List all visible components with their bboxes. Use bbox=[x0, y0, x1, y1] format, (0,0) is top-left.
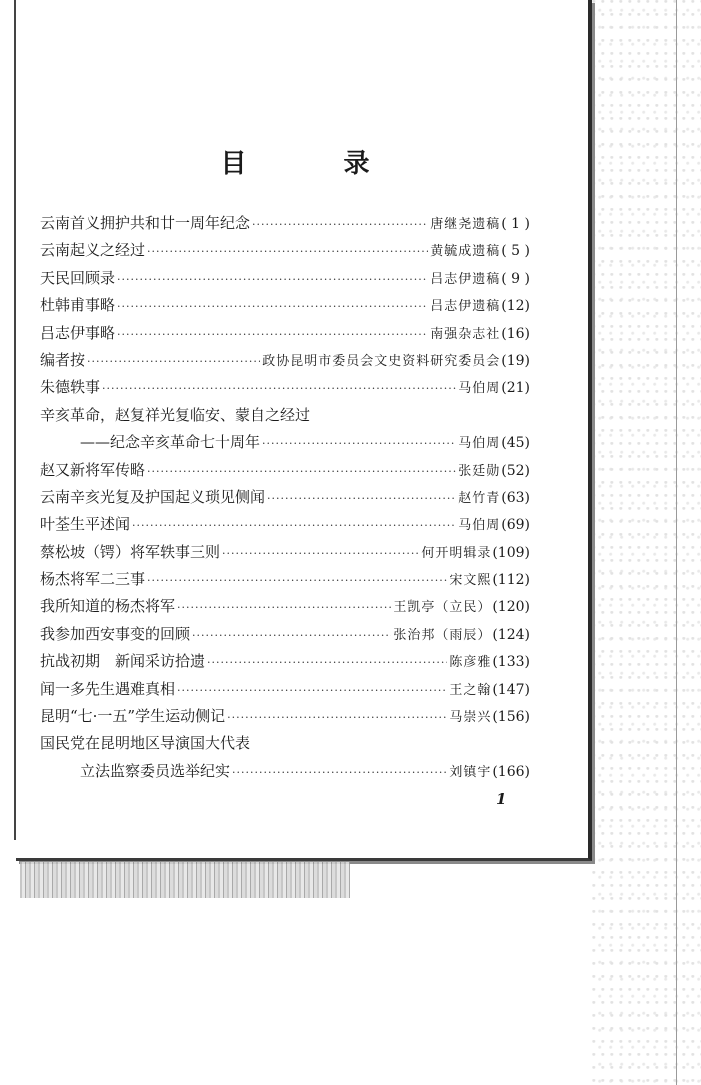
toc-entry[interactable] bbox=[40, 484, 530, 511]
toc-entry-page: (109) bbox=[492, 544, 530, 561]
toc-entry-page: (166) bbox=[492, 763, 530, 780]
toc-leader-dots bbox=[117, 322, 428, 348]
toc-entry-title: 我参加西安事变的回顾 bbox=[40, 624, 191, 643]
page-number: 1 bbox=[496, 790, 507, 808]
toc-entry[interactable] bbox=[40, 566, 530, 593]
toc-entry-page: ( 5 ) bbox=[501, 243, 530, 260]
toc-entry[interactable] bbox=[40, 265, 530, 292]
page-title: 目 录 bbox=[220, 149, 414, 179]
toc-entry[interactable] bbox=[40, 237, 530, 264]
toc-entry-title: 天民回顾录 bbox=[40, 268, 116, 287]
toc-leader-dots bbox=[207, 650, 447, 676]
toc-entry-page: (21) bbox=[501, 380, 530, 397]
toc-entry-author: 吕志伊遗稿 bbox=[430, 299, 501, 315]
toc-entry[interactable] bbox=[40, 210, 530, 237]
toc-entry[interactable] bbox=[40, 539, 530, 566]
toc-entry-title: 杨杰将军二三事 bbox=[40, 570, 146, 589]
toc-entry-title: 云南首义拥护共和廿一周年纪念 bbox=[40, 214, 251, 232]
toc-leader-dots bbox=[262, 431, 456, 457]
toc-entry-page: (120) bbox=[492, 599, 530, 616]
toc-entry-title: 朱德轶事 bbox=[40, 378, 101, 397]
toc-entry-page: (133) bbox=[492, 654, 530, 671]
toc-entry-heading[interactable] bbox=[40, 730, 530, 757]
toc-entry-page: (147) bbox=[492, 681, 530, 698]
toc-entry-author: 张廷勋 bbox=[458, 463, 501, 479]
toc-entry-author: 吕志伊遗稿 bbox=[430, 271, 501, 287]
toc-entry-author: 王凯亭（立民） bbox=[393, 600, 492, 616]
toc-entry-title: 云南辛亥光复及护国起义琐见侧闻 bbox=[40, 487, 266, 506]
toc-entry-author: 宋文熙 bbox=[449, 573, 492, 589]
scan-noise bbox=[592, 0, 701, 1085]
toc-entry-subtitle: 立法监察委员选举纪实 bbox=[80, 761, 231, 780]
toc-entry[interactable] bbox=[40, 292, 530, 319]
toc-entry-page: ( 9 ) bbox=[501, 270, 530, 287]
toc-entry[interactable] bbox=[40, 347, 530, 374]
toc-entry-author: 唐继尧遗稿 bbox=[430, 217, 501, 232]
scan-edge-line bbox=[676, 0, 677, 1085]
toc-entry-page: (12) bbox=[501, 298, 530, 315]
toc-entry-page: (63) bbox=[501, 489, 530, 506]
toc-entry-title: 国民党在昆明地区导演国大代表 bbox=[40, 734, 251, 753]
toc-entry-title: 叶荃生平述闻 bbox=[40, 515, 131, 534]
toc-entry-page: (124) bbox=[492, 626, 530, 643]
toc-entry-author: 马伯周 bbox=[458, 518, 501, 534]
toc-leader-dots bbox=[192, 623, 391, 649]
toc-leader-dots bbox=[232, 760, 447, 786]
toc-entry-title: 蔡松坡（锷）将军轶事三则 bbox=[40, 542, 221, 561]
toc-entry[interactable] bbox=[40, 703, 530, 730]
toc-entry-page: (19) bbox=[501, 352, 530, 369]
toc-entry-page: (112) bbox=[492, 572, 530, 589]
toc-entry-title: 抗战初期 新闻采访拾遗 bbox=[40, 652, 206, 671]
toc-entry-author: 黄毓成遗稿 bbox=[430, 244, 501, 260]
toc-leader-dots bbox=[117, 267, 428, 293]
toc-entry-heading[interactable] bbox=[40, 402, 530, 429]
toc-entry-author: 马伯周 bbox=[458, 381, 501, 397]
toc-entry-page: (45) bbox=[501, 435, 530, 452]
toc-leader-dots bbox=[267, 486, 456, 512]
toc-leader-dots bbox=[147, 459, 456, 485]
toc-entry-author: 南强杂志社 bbox=[430, 326, 501, 342]
toc-entry-title: 昆明“七·一五”学生运动侧记 bbox=[40, 707, 226, 726]
toc-leader-dots bbox=[132, 513, 456, 539]
toc-entry-title: 我所知道的杨杰将军 bbox=[40, 597, 176, 616]
toc-leader-dots bbox=[252, 212, 428, 238]
toc-leader-dots bbox=[177, 595, 391, 621]
toc-entry[interactable] bbox=[40, 429, 530, 456]
toc-entry-author: 政协昆明市委员会文史资料研究委员会 bbox=[262, 353, 501, 369]
toc-entry[interactable] bbox=[40, 676, 530, 703]
toc-entry[interactable] bbox=[40, 374, 530, 401]
toc-leader-dots bbox=[147, 568, 447, 594]
toc-entry-page: (52) bbox=[501, 462, 530, 479]
toc-leader-dots bbox=[177, 678, 447, 704]
toc-entry[interactable] bbox=[40, 457, 530, 484]
toc-entry-page: ( 1 ) bbox=[501, 216, 530, 232]
toc-entry-subtitle: ——纪念辛亥革命七十周年 bbox=[80, 433, 261, 452]
toc-entry-author: 陈彦雅 bbox=[449, 655, 492, 671]
toc-entry-author: 何开明辑录 bbox=[421, 545, 492, 561]
toc-entry-title: 云南起义之经过 bbox=[40, 241, 146, 260]
toc-entry[interactable] bbox=[40, 593, 530, 620]
toc-entry-title: 编者按 bbox=[40, 350, 86, 369]
toc-entry-author: 马伯周 bbox=[458, 436, 501, 452]
toc-entry-title: 闻一多先生遇难真相 bbox=[40, 679, 176, 698]
toc-leader-dots bbox=[147, 239, 428, 265]
toc-entry[interactable] bbox=[40, 511, 530, 538]
toc-leader-dots bbox=[222, 541, 419, 567]
toc-entry-title: 赵又新将军传略 bbox=[40, 460, 146, 479]
toc-entry-page: (69) bbox=[501, 517, 530, 534]
toc-entry[interactable] bbox=[40, 758, 530, 785]
toc-entry-page: (156) bbox=[492, 709, 530, 726]
toc-entry-title: 杜韩甫事略 bbox=[40, 296, 116, 315]
toc-entry-page: (16) bbox=[501, 325, 530, 342]
scan-bottom-strip bbox=[20, 862, 350, 898]
toc-entry-author: 王之翰 bbox=[449, 682, 492, 698]
toc-leader-dots bbox=[117, 294, 428, 320]
toc-leader-dots bbox=[227, 705, 447, 731]
toc-entry[interactable] bbox=[40, 648, 530, 675]
toc-entry-title: 吕志伊事略 bbox=[40, 323, 116, 342]
toc-entry-author: 张治邦（雨辰） bbox=[393, 627, 492, 643]
toc-entry[interactable] bbox=[40, 320, 530, 347]
toc-entry-author: 刘镇宇 bbox=[449, 764, 492, 780]
toc-entry-title: 辛亥革命，赵复祥光复临安、蒙自之经过 bbox=[40, 405, 311, 424]
table-of-contents bbox=[40, 210, 530, 785]
toc-entry-author: 赵竹青 bbox=[458, 490, 501, 506]
page-left-edge bbox=[14, 0, 16, 840]
toc-entry-author: 马崇兴 bbox=[449, 710, 492, 726]
toc-leader-dots bbox=[102, 376, 456, 402]
toc-entry[interactable] bbox=[40, 621, 530, 648]
toc-leader-dots bbox=[87, 349, 260, 375]
